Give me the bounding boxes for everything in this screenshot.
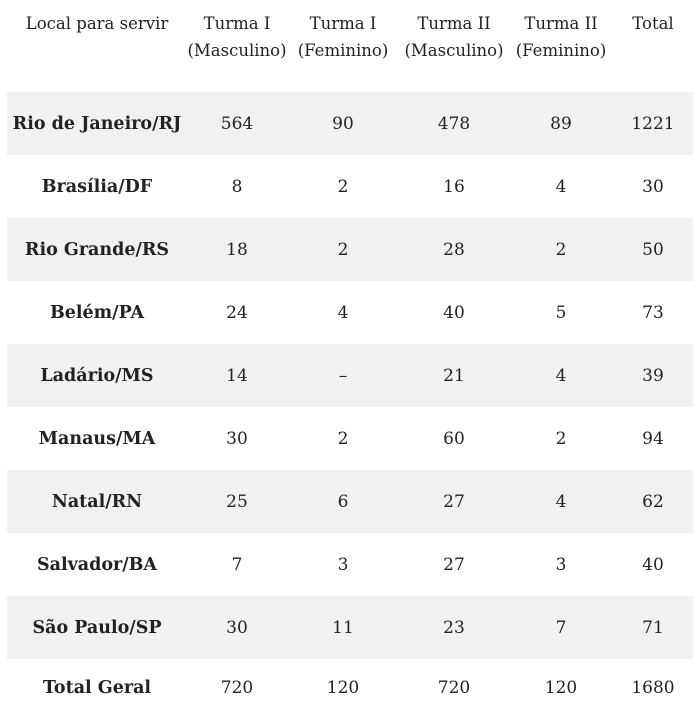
cell-turma1-masc: 24	[226, 302, 248, 323]
cell-total: 73	[642, 302, 664, 323]
header-turma1-masc-line1: Turma I	[203, 14, 271, 33]
cell-turma1-fem: 120	[326, 677, 360, 698]
cell-turma1-masc: 564	[220, 113, 254, 134]
cell-turma1-fem: 2	[337, 239, 349, 260]
header-total-label: Total	[632, 14, 674, 33]
row-location: Manaus/MA	[38, 428, 156, 449]
header-turma2-fem-line1: Turma II	[524, 14, 598, 33]
cell-turma1-masc: 25	[226, 491, 248, 512]
row-location: São Paulo/SP	[32, 617, 162, 638]
header-turma1-masc	[187, 0, 287, 64]
header-turma1-fem-line2: (Feminino)	[297, 41, 389, 60]
cell-turma1-fem: 2	[337, 176, 349, 197]
cell-total: 71	[642, 617, 664, 638]
row-location: Rio Grande/RS	[24, 239, 170, 260]
cell-total: 30	[642, 176, 664, 197]
cell-total: 94	[642, 428, 664, 449]
header-local-label: Local para servir	[25, 14, 169, 33]
cell-turma2-masc: 21	[443, 365, 465, 386]
cell-turma1-fem: –	[338, 365, 348, 386]
cell-turma1-masc: 720	[220, 677, 254, 698]
table-row	[7, 218, 693, 281]
table-row	[7, 407, 693, 470]
cell-turma2-masc: 60	[443, 428, 465, 449]
cell-turma2-fem: 4	[555, 365, 567, 386]
header-turma1-fem-line1: Turma I	[309, 14, 377, 33]
cell-turma2-fem: 4	[555, 491, 567, 512]
cell-turma1-fem: 90	[332, 113, 354, 134]
header-turma2-masc	[399, 0, 509, 64]
cell-total: 50	[642, 239, 664, 260]
cell-turma1-masc: 30	[226, 617, 248, 638]
cell-turma1-masc: 8	[231, 176, 243, 197]
table-row	[7, 470, 693, 533]
cell-total: 39	[642, 365, 664, 386]
cell-total: 62	[642, 491, 664, 512]
row-location: Rio de Janeiro/RJ	[12, 113, 182, 134]
cell-turma2-masc: 16	[443, 176, 465, 197]
table-total-row	[7, 656, 693, 719]
cell-turma1-fem: 6	[337, 491, 349, 512]
cell-turma2-fem: 2	[555, 239, 567, 260]
row-location: Total Geral	[42, 677, 152, 698]
cell-turma1-fem: 4	[337, 302, 349, 323]
cell-turma1-masc: 18	[226, 239, 248, 260]
header-local	[7, 0, 187, 37]
cell-turma1-fem: 11	[332, 617, 354, 638]
table-row	[7, 155, 693, 218]
table-row	[7, 92, 693, 155]
cell-turma1-masc: 14	[226, 365, 248, 386]
cell-turma1-fem: 3	[337, 554, 349, 575]
header-turma2-masc-line2: (Masculino)	[404, 41, 504, 60]
row-location: Brasília/DF	[41, 176, 153, 197]
cell-turma2-masc: 27	[443, 491, 465, 512]
row-location: Natal/RN	[51, 491, 143, 512]
cell-turma1-masc: 30	[226, 428, 248, 449]
header-turma2-masc-line1: Turma II	[417, 14, 491, 33]
cell-turma2-fem: 7	[555, 617, 567, 638]
cell-turma2-masc: 478	[437, 113, 471, 134]
row-location: Belém/PA	[49, 302, 145, 323]
table-row	[7, 281, 693, 344]
table-row	[7, 533, 693, 596]
header-turma2-fem-line2: (Feminino)	[515, 41, 607, 60]
cell-turma2-masc: 23	[443, 617, 465, 638]
header-total	[613, 0, 693, 37]
cell-total: 1680	[631, 677, 675, 698]
header-turma1-masc-line2: (Masculino)	[187, 41, 287, 60]
row-location: Salvador/BA	[36, 554, 158, 575]
cell-turma2-fem: 2	[555, 428, 567, 449]
cell-total: 1221	[631, 113, 675, 134]
cell-turma2-fem: 5	[555, 302, 567, 323]
header-turma2-fem	[509, 0, 613, 64]
cell-turma1-masc: 7	[231, 554, 243, 575]
header-turma1-fem	[287, 0, 399, 64]
table-row	[7, 344, 693, 407]
cell-turma2-masc: 28	[443, 239, 465, 260]
table-row	[7, 596, 693, 659]
cell-total: 40	[642, 554, 664, 575]
table-header	[7, 0, 693, 88]
cell-turma2-fem: 3	[555, 554, 567, 575]
cell-turma1-fem: 2	[337, 428, 349, 449]
cell-turma2-masc: 27	[443, 554, 465, 575]
row-location: Ladário/MS	[40, 365, 154, 386]
cell-turma2-masc: 40	[443, 302, 465, 323]
cell-turma2-masc: 720	[437, 677, 471, 698]
cell-turma2-fem: 4	[555, 176, 567, 197]
cell-turma2-fem: 120	[544, 677, 578, 698]
cell-turma2-fem: 89	[550, 113, 572, 134]
